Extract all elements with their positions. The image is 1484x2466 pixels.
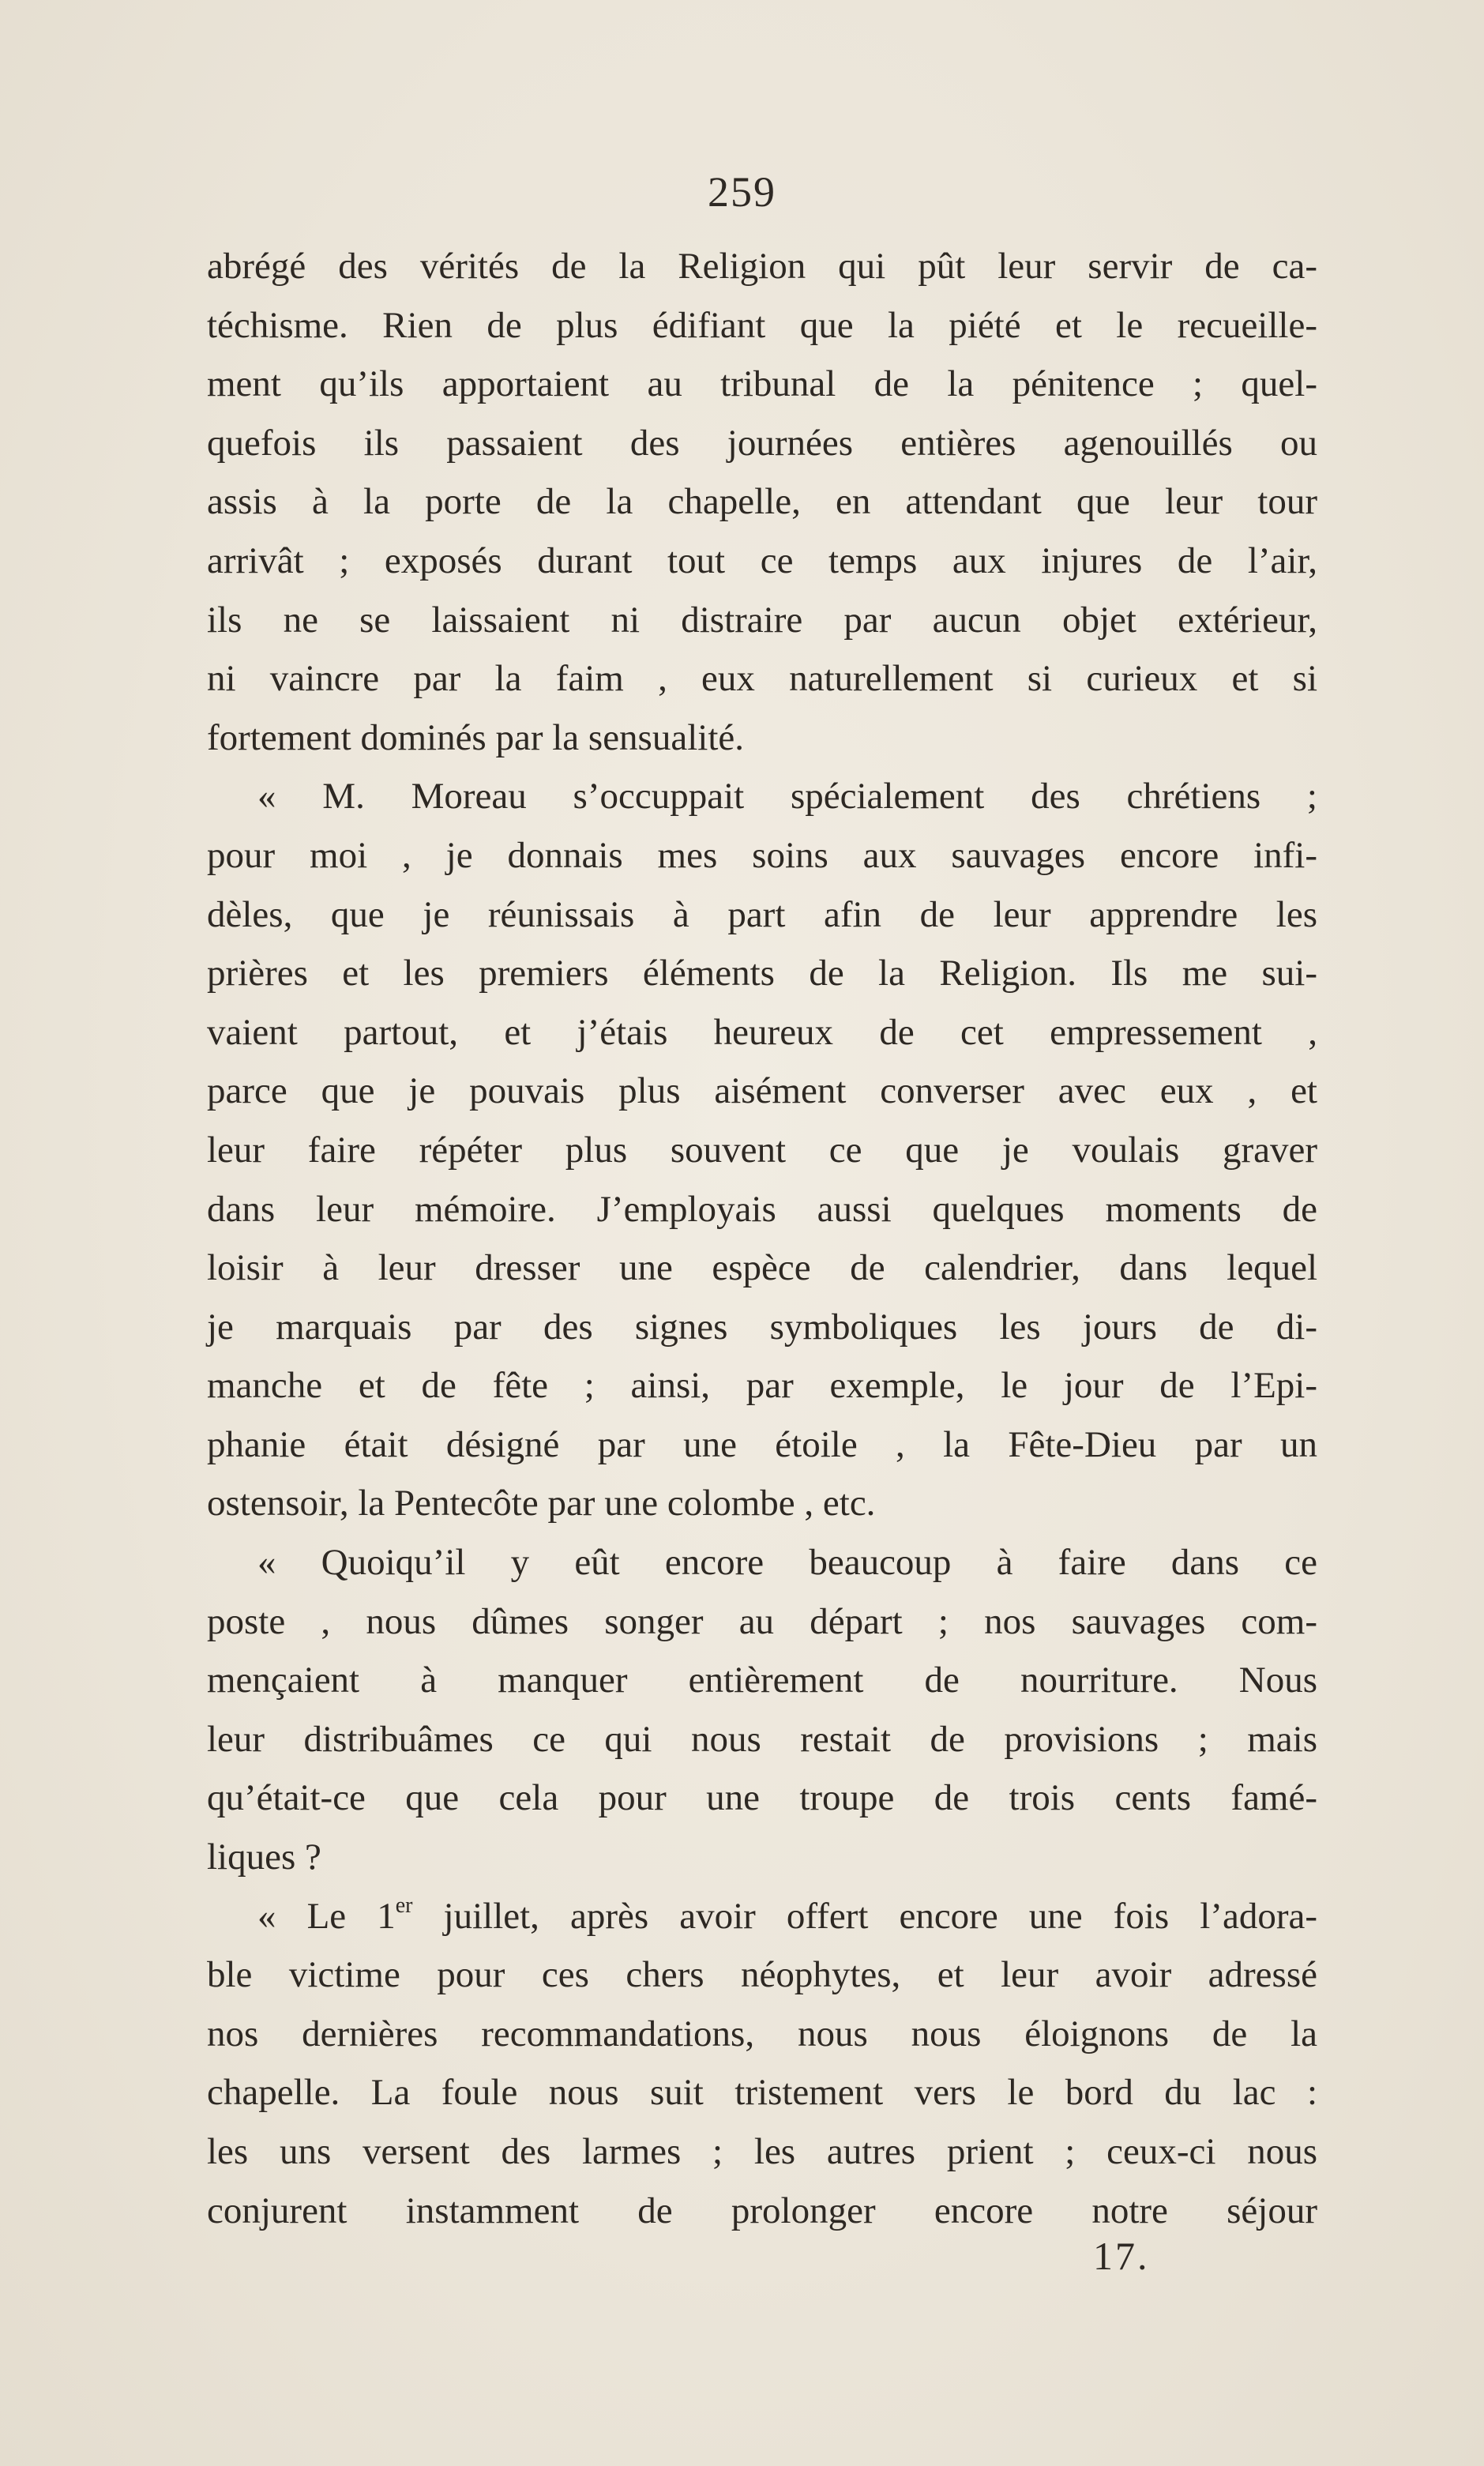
ordinal-superscript: er	[395, 1893, 413, 1918]
text-line: ment qu’ils apportaient au tribunal de la pénitence ; quel-	[207, 363, 1317, 405]
text-line: vaient partout, et j’étais heureux de cet empressement ,	[207, 1011, 1317, 1053]
text-line: dans leur mémoire. J’employais aussi quelques moments de	[207, 1188, 1317, 1230]
text-line: chapelle. La foule nous suit tristement vers le bord du lac :	[207, 2072, 1317, 2114]
text-line: les uns versent des larmes ; les autres prient ; ceux-ci nous	[207, 2131, 1317, 2172]
line-rest: juillet, après avoir offert encore une fois l’adora-	[412, 1895, 1317, 1937]
text-line: fortement dominés par la sensualité.	[207, 716, 744, 758]
body-text	[207, 237, 1317, 2240]
text-line: nos dernières recommandations, nous nous éloignons de la	[207, 2013, 1317, 2054]
text-line: ils ne se laissaient ni distraire par aucun objet extérieur,	[207, 599, 1317, 641]
text-line: ble victime pour ces chers néophytes, et leur avoir adressé	[207, 1954, 1317, 1996]
text-line: pour moi , je donnais mes soins aux sauvages encore infi-	[207, 834, 1317, 876]
text-line: mençaient à manquer entièrement de nourriture. Nous	[207, 1660, 1317, 1701]
text-line: ostensoir, la Pentecôte par une colombe , etc.	[207, 1483, 876, 1524]
text-line: quefois ils passaient des journées entières agenouillés ou	[207, 422, 1317, 464]
line-prefix: « Le 1	[257, 1895, 396, 1937]
text-line: leur faire répéter plus souvent ce que je voulais graver	[207, 1129, 1317, 1171]
text-line: arrivât ; exposés durant tout ce temps aux injures de l’air,	[207, 539, 1317, 581]
paragraph-start	[207, 1887, 1317, 1946]
text-line: conjurent instamment de prolonger encore notre séjour	[207, 2190, 1317, 2231]
text-line: poste , nous dûmes songer au départ ; nos sauvages com-	[207, 1600, 1317, 1642]
paragraph-start: « M. Moreau s’occuppait spécialement des chrétiens ;	[257, 776, 1317, 818]
page-number: 259	[708, 168, 776, 216]
text-line: je marquais par des signes symboliques les jours de di-	[207, 1306, 1317, 1348]
paragraph-start: « Quoiqu’il y eût encore beaucoup à faire dans ce	[257, 1542, 1317, 1584]
text-line: assis à la porte de la chapelle, en attendant que leur tour	[207, 481, 1317, 523]
text-line: loisir à leur dresser une espèce de calendrier, dans lequel	[207, 1247, 1317, 1289]
text-line: prières et les premiers éléments de la Religion. Ils me sui-	[207, 953, 1317, 994]
text-line: dèles, que je réunissais à part afin de leur apprendre les	[207, 893, 1317, 935]
text-line: abrégé des vérités de la Religion qui pût leur servir de ca-	[207, 246, 1317, 287]
text-line: téchisme. Rien de plus édifiant que la piété et le recueille-	[207, 304, 1317, 346]
text-line: ni vaincre par la faim , eux naturellement si curieux et si	[207, 658, 1317, 700]
text-line: parce que je pouvais plus aisément converser avec eux , et	[207, 1070, 1317, 1112]
signature-mark: 17.	[1093, 2234, 1150, 2278]
text-line: manche et de fête ; ainsi, par exemple, le jour de l’Epi-	[207, 1365, 1317, 1407]
text-line: leur distribuâmes ce qui nous restait de provisions ; mais	[207, 1718, 1317, 1760]
text-line: qu’était-ce que cela pour une troupe de trois cents famé-	[207, 1777, 1317, 1819]
text-line: liques ?	[207, 1836, 321, 1878]
text-line: phanie était désigné par une étoile , la Fête-Dieu par un	[207, 1423, 1317, 1465]
